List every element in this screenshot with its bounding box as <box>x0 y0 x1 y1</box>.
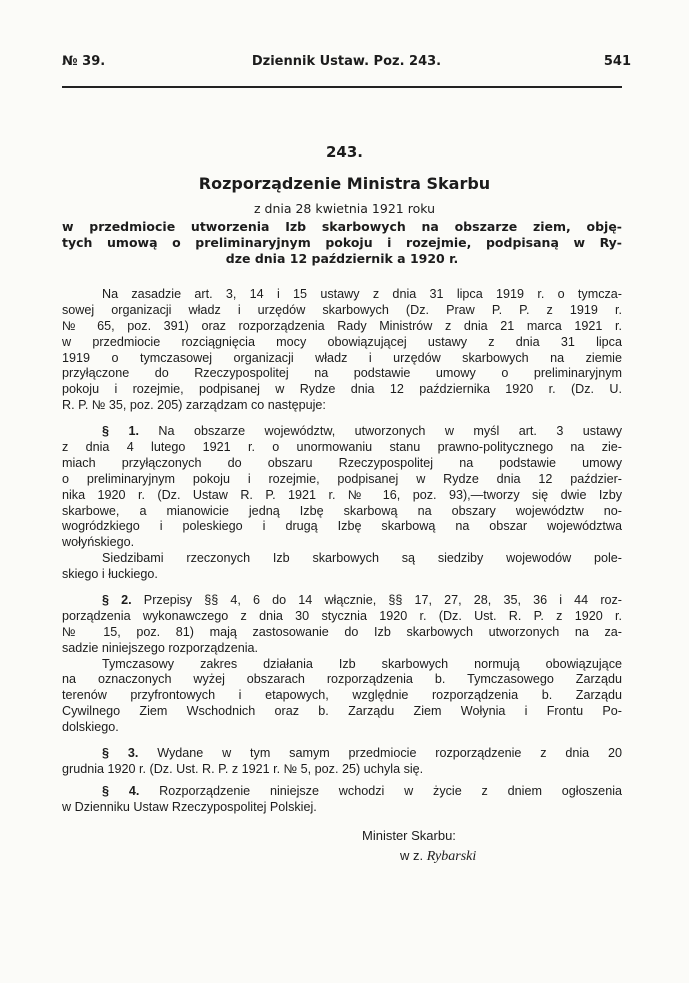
section-3-line: grudnia 1920 r. (Dz. Ust. R. P. z 1921 r. № 5, poz. 25) uchyla się. <box>62 761 424 776</box>
section-1-line: z dnia 4 lutego 1921 r. o unormowaniu stanu prawno-politycznego na zie- <box>62 440 622 455</box>
subject-line: tych umową o preliminaryjnym pokoju i rozejmie, podpisaną w Ry- <box>62 235 622 250</box>
signatory-name: Rybarski <box>426 849 477 864</box>
section-2-paragraph-2-line: Cywilnego Ziem Wschodnich oraz b. Zarządu Ziem Wołynia i Frontu Po- <box>62 704 622 719</box>
section-1-first-line <box>62 424 622 440</box>
section-2-text: Przepisy §§ 4, 6 do 14 włącznie, §§ 17, 27, 28, 35, 36 i 44 roz- <box>143 593 623 608</box>
section-1-paragraph-2-line: skiego i łuckiego. <box>62 567 158 582</box>
section-2-paragraph-2-line: terenów przyfrontowych i etapowych, względnie rozporządzenia b. Zarządu <box>62 688 622 703</box>
intro-line: R. P. № 35, poz. 205) zarządzam co następuje: <box>62 398 326 413</box>
act-body <box>62 287 622 816</box>
section-4-line: w Dzienniku Ustaw Rzeczypospolitej Polskiej. <box>62 799 317 814</box>
intro-line: Na zasadzie art. 3, 14 i 15 ustawy z dnia 31 lipca 1919 r. o tymcza- <box>102 287 622 301</box>
section-2-paragraph-2-line: dolskiego. <box>62 720 119 735</box>
journal-title: Dziennik Ustaw. Poz. 243. <box>251 54 442 69</box>
section-1-line: skarbowe, a mianowicie jedną Izbę skarbową na obszary województw no- <box>62 503 622 518</box>
section-2-paragraph-2-line: Tymczasowy zakres działania Izb skarbowych normują obowiązujące <box>102 656 622 671</box>
intro-line: sowej organizacji władz i urzędów skarbowych (Dz. Praw P. P. z 1919 r. <box>62 302 622 317</box>
section-1-paragraph-2-line: Siedzibami rzeczonych Izb skarbowych są siedziby wojewodów pole- <box>102 551 622 566</box>
section-3-label: § 3. <box>102 746 139 761</box>
intro-line: pokoju i rozejmie, podpisanej w Rydze dnia 12 października 1920 r. (Dz. U. <box>62 382 622 397</box>
section-3-first-line <box>62 746 622 762</box>
section-2-paragraph-2-line: na oznaczonych wyżej obszarach rozporządzenia b. Tymczasowego Zarządu <box>62 672 622 687</box>
section-2-line: sadzie niniejszego rozporządzenia. <box>62 640 259 655</box>
section-4-label: § 4. <box>102 783 140 798</box>
section-1-line: wogródzkiego i poleskiego i drugą Izbę skarbową na obszar województwa <box>62 519 622 534</box>
section-2-label: § 2. <box>102 593 132 608</box>
section-1-text: Na obszarze województw, utworzonych w myśl art. 3 ustawy <box>158 424 622 439</box>
act-subject <box>62 219 622 267</box>
page-number: 541 <box>603 54 631 69</box>
section-2-first-line <box>62 593 622 609</box>
section-2-line: porządzenia wykonawczego z dnia 30 stycznia 1920 r. (Dz. Ust. R. P. z 1920 r. <box>62 608 622 623</box>
subject-line: w przedmiocie utworzenia Izb skarbowych na obszarze ziem, obję- <box>62 219 622 234</box>
section-4-text: Rozporządzenie niniejsze wchodzi w życie z dniem ogłoszenia <box>159 783 622 798</box>
intro-line: w przedmiocie rozciągnięcia mocy obowiązującej ustawy z dnia 31 lipca <box>62 334 622 349</box>
section-1-label: § 1. <box>102 424 139 439</box>
section-1-line: o preliminaryjnym pokoju i rozejmie, podpisanej w Rydze dnia 12 paździer- <box>62 471 622 486</box>
signatory-prefix: w z. <box>400 848 424 863</box>
intro-line: № 65, poz. 391) oraz rozporządzenia Rady Ministrów z dnia 21 marca 1921 r. <box>62 318 622 333</box>
section-1-line: wołyńskiego. <box>62 535 135 550</box>
act-title: Rozporządzenie Ministra Skarbu <box>198 174 491 193</box>
page-header <box>62 54 631 74</box>
header-rule <box>62 86 622 88</box>
section-2-line: № 15, poz. 81) mają zastosowanie do Izb skarbowych utworzonych na za- <box>62 624 622 639</box>
section-1-line: nika 1920 r. (Dz. Ustaw R. P. 1921 r. № 16, poz. 93),—tworzy się dwie Izby <box>62 487 622 502</box>
signatory-line <box>362 846 476 867</box>
issue-number: № 39. <box>62 54 106 69</box>
intro-line: przyłączone do Rzeczypospolitej na podstawie umowy o preliminaryjnym <box>62 366 622 381</box>
section-1-line: miach przyłączonych do obszaru Rzeczypospolitej na podstawie umowy <box>62 455 622 470</box>
act-number: 243. <box>325 143 363 161</box>
intro-line: 1919 o tymczasowej organizacji władz i urzędów skarbowych na ziemie <box>62 350 622 365</box>
signature-block <box>362 826 476 867</box>
signatory-title: Minister Skarbu: <box>362 828 456 843</box>
subject-line: dze dnia 12 październik a 1920 r. <box>225 251 459 266</box>
act-date: z dnia 28 kwietnia 1921 roku <box>253 201 435 216</box>
section-4-first-line <box>62 784 622 800</box>
section-3-text: Wydane w tym samym przedmiocie rozporządzenie z dnia 20 <box>157 746 622 761</box>
